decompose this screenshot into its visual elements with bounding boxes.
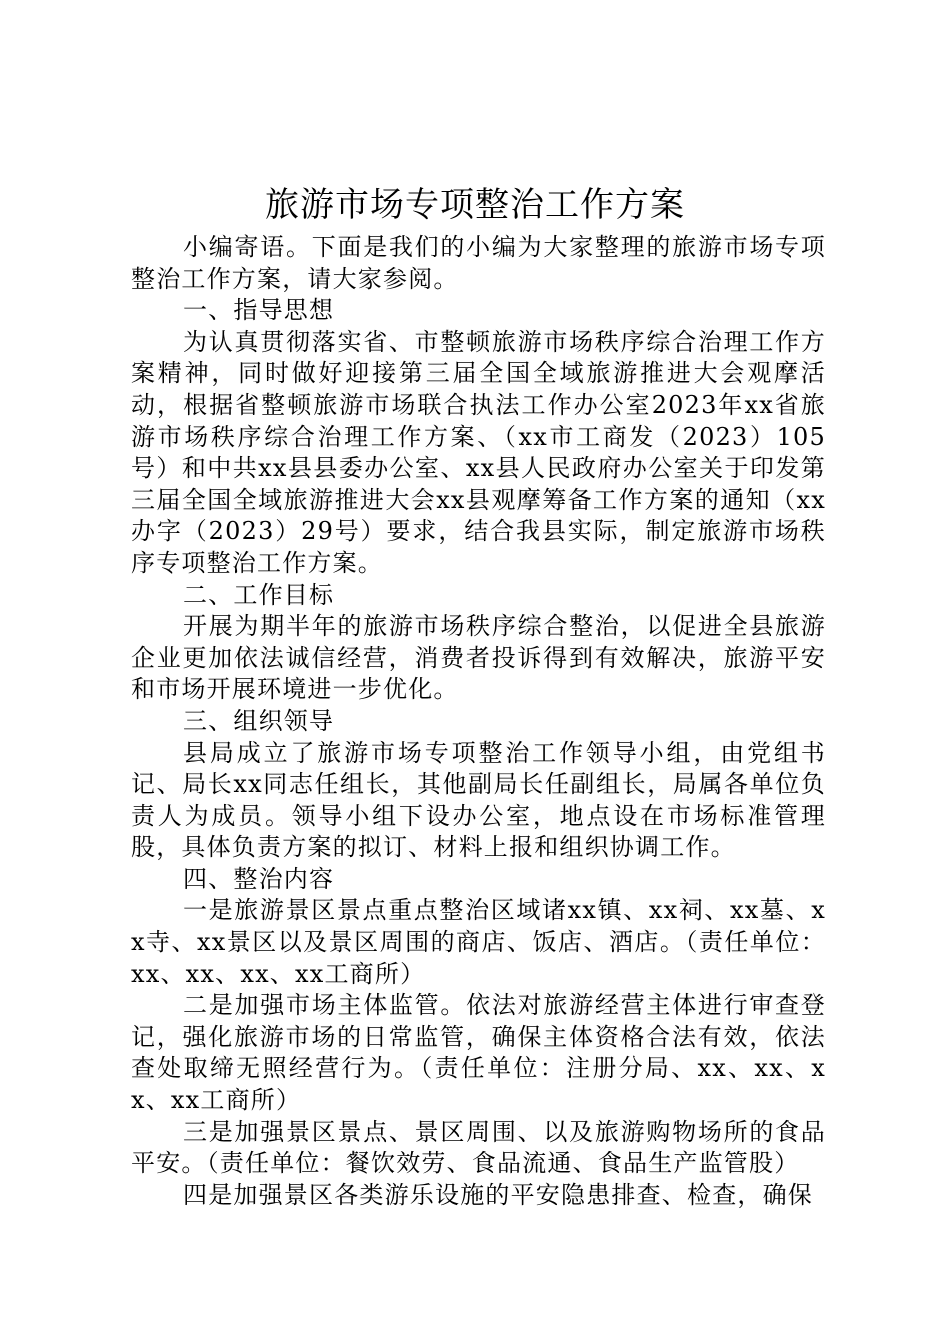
section-heading: 四、整治内容 (183, 864, 335, 893)
body-paragraph: 县局成立了旅游市场专项整治工作领导小组，由党组书记、局长xx同志任组长，其他副局长任副组长，局属各单位负责人为成员。领导小组下设办公室，地点设在市场标准管理股，具体负责方案的拟订、材料上报和组织协调工作。 (131, 738, 826, 862)
section-heading: 二、工作目标 (183, 580, 335, 609)
document-body (131, 232, 826, 1211)
intro-paragraph: 小编寄语。下面是我们的小编为大家整理的旅游市场专项整治工作方案，请大家参阅。 (131, 233, 826, 293)
document-title: 旅游市场专项整治工作方案 (265, 185, 685, 225)
body-paragraph: 四是加强景区各类游乐设施的平安隐患排查、检查，确保 (183, 1180, 813, 1209)
body-paragraph: 为认真贯彻落实省、市整顿旅游市场秩序综合治理工作方案精神，同时做好迎接第三届全国全域旅游推进大会观摩活动，根据省整顿旅游市场联合执法工作办公室2023年xx省旅游市场秩序综合治理工作方案、（xx市工商发（2023）105号）和中共xx县县委办公室、xx县人民政府办公室关于印发第三届全国全域旅游推进大会xx县观摩筹备工作方案的通知（xx办字（2023）29号）要求，结合我县实际，制定旅游市场秩序专项整治工作方案。 (131, 327, 826, 577)
body-paragraph: 三是加强景区景点、景区周围、以及旅游购物场所的食品平安。（责任单位：餐饮效劳、食品流通、食品生产监管股） (131, 1117, 826, 1178)
body-paragraph: 一是旅游景区景点重点整治区域诸xx镇、xx祠、xx墓、xx寺、xx景区以及景区周围的商店、饭店、酒店。（责任单位：xx、xx、xx、xx工商所） (131, 896, 826, 988)
body-paragraph: 二是加强市场主体监管。依法对旅游经营主体进行审查登记，强化旅游市场的日常监管，确保主体资格合法有效，依法查处取缔无照经营行为。（责任单位：注册分局、xx、xx、xx、xx工商所） (131, 991, 826, 1115)
section-heading: 一、指导思想 (183, 296, 335, 325)
section-heading: 三、组织领导 (183, 706, 335, 735)
body-paragraph: 开展为期半年的旅游市场秩序综合整治，以促进全县旅游企业更加依法诚信经营，消费者投诉得到有效解决，旅游平安和市场开展环境进一步优化。 (131, 612, 826, 704)
